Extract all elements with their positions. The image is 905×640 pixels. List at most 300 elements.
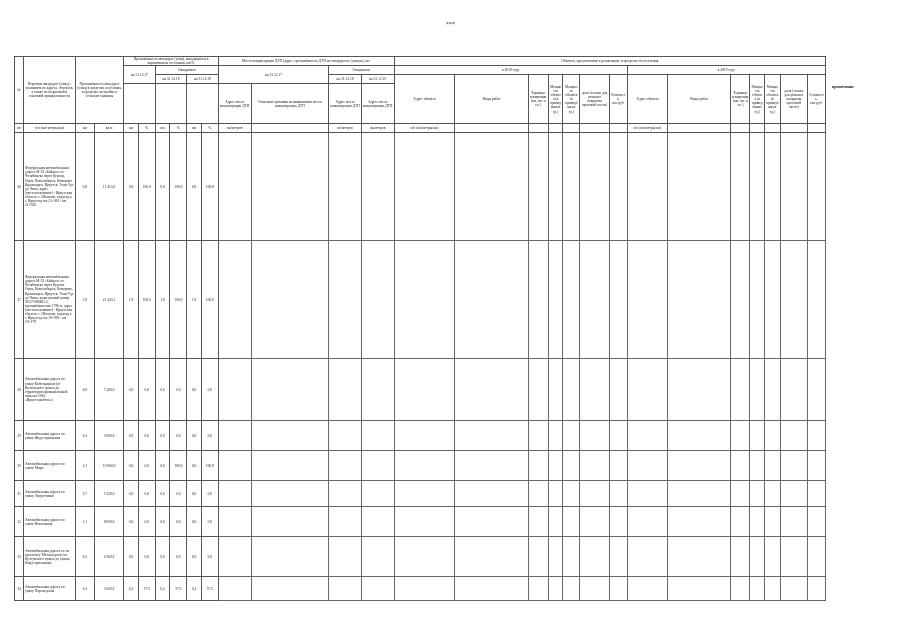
- cell-km: 1,8: [75, 241, 94, 359]
- dtp-addr-header: Адрес места концентрации ДТП: [218, 84, 251, 124]
- cell-n2-pct: 0,0: [170, 507, 187, 537]
- empty-cell: [528, 481, 548, 507]
- cell-km: 0,7: [75, 481, 94, 507]
- empty-cell: [218, 451, 251, 481]
- empty-cell: [580, 133, 609, 241]
- empty-cell: [563, 241, 580, 359]
- empty-cell: [528, 507, 548, 537]
- empty-cell: [329, 133, 362, 241]
- obj-cost-2019: Стоимость, тыс.руб.: [807, 75, 825, 124]
- cell-n1-pct: 57,5: [138, 577, 155, 601]
- empty-cell: [668, 359, 731, 421]
- empty-cell: [251, 421, 329, 451]
- empty-cell: [251, 359, 329, 421]
- obj-unit-2019: Единица измерения (км, шт. и т.п.): [731, 75, 750, 124]
- cell-n2-km: 1,8: [155, 241, 170, 359]
- cell-m2: 21 443,1: [94, 241, 123, 359]
- obj-share-2018: доля (только для ремонта покрытия проезжей части): [580, 75, 609, 124]
- cell-n1-km: 0,0: [124, 481, 139, 507]
- empty-cell: [580, 421, 609, 451]
- cell-n3-pct: 0,0: [201, 537, 218, 577]
- empty-cell: [394, 577, 455, 601]
- table-row: [15, 481, 826, 507]
- empty-cell: [731, 507, 750, 537]
- cell-no: 31: [15, 481, 24, 507]
- empty-cell: [548, 241, 563, 359]
- empty-cell: [668, 133, 731, 241]
- empty-cell: [807, 537, 825, 577]
- empty-cell: [750, 359, 765, 421]
- cell-n2-km: 0,0: [155, 421, 170, 451]
- empty-cell: [563, 507, 580, 537]
- cell-n1-pct: 0,0: [138, 507, 155, 537]
- unit-obj-addr: п/п (км/метры/км): [394, 124, 455, 133]
- cell-n1-pct: 100,0: [138, 133, 155, 241]
- cell-n3-km: 0,0: [187, 481, 202, 507]
- empty-cell: [455, 537, 528, 577]
- empty-cell: [668, 451, 731, 481]
- empty-cell: [807, 421, 825, 451]
- empty-cell: [455, 359, 528, 421]
- empty-cell: [807, 451, 825, 481]
- group-dtp-header: Места концентрации ДТП (адрес, протяжённость ДТП на автодорогах (улицах), шт.: [218, 57, 394, 66]
- empty-cell: [765, 577, 781, 601]
- empty-cell: [218, 537, 251, 577]
- roads-table: [14, 56, 826, 601]
- cell-n1-pct: 0,0: [138, 359, 155, 421]
- cell-n1-pct: 0,0: [138, 481, 155, 507]
- cell-n1-km: 0,8: [124, 133, 139, 241]
- empty-cell: [627, 577, 668, 601]
- norm-expected: Ожидаемое: [155, 66, 218, 75]
- empty-cell: [528, 241, 548, 359]
- unit-pct: %: [138, 124, 155, 133]
- empty-cell: [807, 507, 825, 537]
- obj-power-2019: Мощность объекта (в приведённых ед.): [750, 75, 765, 124]
- empty-cell: [627, 241, 668, 359]
- obj-cost-2018: Стоимость, тыс.руб.: [609, 75, 627, 124]
- empty-cell: [668, 577, 731, 601]
- empty-cell: [394, 359, 455, 421]
- note-column-header: примечание: [832, 84, 854, 89]
- table-row: [15, 421, 826, 451]
- empty-cell: [627, 481, 668, 507]
- empty-cell: [218, 577, 251, 601]
- cell-n3-km: 0,0: [187, 451, 202, 481]
- cell-n2-pct: 0,0: [170, 359, 187, 421]
- empty-cell: [361, 359, 394, 421]
- cell-m2: 4 560,0: [94, 537, 123, 577]
- empty-cell: [361, 451, 394, 481]
- empty-cell: [627, 451, 668, 481]
- cell-m2: 10 960,0: [94, 451, 123, 481]
- empty-cell: [765, 451, 781, 481]
- empty-cell: [580, 481, 609, 507]
- unit-no: п/п: [15, 124, 24, 133]
- empty-cell: [580, 241, 609, 359]
- empty-cell: [329, 481, 362, 507]
- empty-cell: [361, 421, 394, 451]
- col-no-header: №: [15, 57, 24, 124]
- empty-cell: [329, 537, 362, 577]
- empty-cell: [329, 451, 362, 481]
- norm-date-1: на 31.12.17: [124, 66, 156, 84]
- empty-cell: [528, 133, 548, 241]
- empty-cell: [731, 133, 750, 241]
- empty-cell: [563, 451, 580, 481]
- empty-cell: [780, 481, 807, 507]
- empty-cell: [780, 507, 807, 537]
- empty-cell: [548, 451, 563, 481]
- cell-n1-pct: 0,0: [138, 537, 155, 577]
- obj-works-2018: Виды работ: [455, 75, 528, 124]
- cell-n1-km: 0,0: [124, 537, 139, 577]
- cell-m2: 3 640,0: [94, 577, 123, 601]
- empty-cell: [807, 481, 825, 507]
- empty-cell: [731, 421, 750, 451]
- dtp-date-2: на 31.12.18: [329, 75, 362, 84]
- obj-works-2019: Виды работ: [668, 75, 731, 124]
- empty-cell: [609, 451, 627, 481]
- dtp-date-1: на 31.12.17: [218, 66, 328, 84]
- cell-n3-pct: 0,0: [201, 507, 218, 537]
- unit-dtp: пк/метров: [329, 124, 362, 133]
- cell-n2-km: 0,0: [155, 537, 170, 577]
- cell-n1-km: 0,2: [124, 577, 139, 601]
- cell-n2-pct: 0,0: [170, 537, 187, 577]
- cell-n2-km: 0,0: [155, 507, 170, 537]
- empty-cell: [580, 359, 609, 421]
- cell-n3-pct: 0,0: [201, 421, 218, 451]
- empty-cell: [780, 359, 807, 421]
- empty-cell: [218, 133, 251, 241]
- empty-cell: [455, 451, 528, 481]
- header-row-2: [15, 66, 826, 75]
- unit-name: п/п (км+метры/км): [24, 124, 76, 133]
- cell-name: Автомобильная дорога по улице Мира: [24, 451, 76, 481]
- dtp-addr3-header: Адрес места концентрации ДТП: [361, 84, 394, 124]
- empty-cell: [731, 451, 750, 481]
- cell-n1-km: 0,0: [124, 421, 139, 451]
- cell-no: 27: [15, 241, 24, 359]
- empty-cell: [765, 421, 781, 451]
- cell-no: 33: [15, 537, 24, 577]
- empty-cell: [361, 537, 394, 577]
- cell-name: Автомобильная дорога по улице Кабельщиков (от Култукского тракта до территории промышленной зоны на ОАО «Иркутсккабель»): [24, 359, 76, 421]
- unit-km: км: [124, 124, 139, 133]
- cell-n1-km: 0,0: [124, 507, 139, 537]
- cell-km: 1,1: [75, 507, 94, 537]
- empty-cell: [218, 241, 251, 359]
- empty-cell: [765, 507, 781, 537]
- empty-cell: [251, 451, 329, 481]
- empty-cell: [394, 241, 455, 359]
- empty-cell: [563, 133, 580, 241]
- table-row: [15, 577, 826, 601]
- dtp-date-3: на 31.12.19: [361, 75, 394, 84]
- cell-n3-pct: 100,0: [201, 451, 218, 481]
- empty-cell: [548, 577, 563, 601]
- cell-n2-pct: 0,0: [170, 421, 187, 451]
- cell-n2-km: 0,2: [155, 577, 170, 601]
- empty-cell: [329, 577, 362, 601]
- cell-n3-km: 0,0: [187, 359, 202, 421]
- norm-date-3: на 31.12.19: [187, 75, 219, 84]
- dtp-expected: Ожидаемое: [329, 66, 394, 75]
- empty-cell: [609, 481, 627, 507]
- cell-n3-pct: 57,5: [201, 577, 218, 601]
- cell-km: 0,4: [75, 577, 94, 601]
- empty-cell: [528, 451, 548, 481]
- empty-cell: [329, 241, 362, 359]
- obj-unit-2018: Единица измерения (км, шт. и т.п.): [528, 75, 548, 124]
- empty-cell: [731, 577, 750, 601]
- empty-cell: [609, 241, 627, 359]
- obj-power2-2018: Мощность объекта (в приведённых ед.): [563, 75, 580, 124]
- page-number: ***: [446, 22, 455, 28]
- empty-cell: [609, 133, 627, 241]
- empty-cell: [580, 507, 609, 537]
- empty-cell: [394, 421, 455, 451]
- empty-cell: [251, 133, 329, 241]
- empty-cell: [668, 481, 731, 507]
- cell-n2-km: 0,8: [155, 133, 170, 241]
- empty-cell: [548, 481, 563, 507]
- empty-cell: [668, 421, 731, 451]
- col-name-header: Перечень автодорог (улиц) с указанием их адреса, объектов, а также их вторичной и основной принадлежности: [24, 57, 76, 124]
- empty-cell: [251, 241, 329, 359]
- cell-name: Федеральная автомобильная дорога М-53 «Байкал»-от Челябинска через Курган, Омск, Новосибирск, Кемерово, Красноярск, Иркутск, Улан-Удэ до Читы, адрес (местоположение) - Иркутская область, г. Шелехов, подъезд к г. Иркутску км 21+363 - км 21+929: [24, 133, 76, 241]
- empty-cell: [528, 359, 548, 421]
- cell-n1-pct: 0,0: [138, 451, 155, 481]
- empty-cell: [361, 507, 394, 537]
- empty-cell: [563, 359, 580, 421]
- empty-cell: [627, 421, 668, 451]
- cell-no: 30: [15, 451, 24, 481]
- table-row: [15, 359, 826, 421]
- cell-n2-pct: 0,0: [170, 481, 187, 507]
- empty-cell: [780, 451, 807, 481]
- cell-n3-km: 0,8: [187, 133, 202, 241]
- col-total-header: Протяжённость автодорог (улиц) в пределах поселения, в пределах застройки и сельские границы: [75, 57, 123, 124]
- empty-cell: [668, 507, 731, 537]
- obj-2019-header: в 2019 году: [627, 66, 825, 75]
- cell-km: 0,9: [75, 359, 94, 421]
- obj-share-2019: доля (только для ремонта покрытия проезжей части): [780, 75, 807, 124]
- cell-m2: 8 050,0: [94, 507, 123, 537]
- cell-m2: 7 200,0: [94, 359, 123, 421]
- empty-cell: [765, 481, 781, 507]
- cell-name: Автомобильная дорога по улице Пароходская: [24, 577, 76, 601]
- empty-cell: [455, 421, 528, 451]
- empty-cell: [609, 421, 627, 451]
- empty-cell: [731, 241, 750, 359]
- empty-cell: [780, 241, 807, 359]
- empty-cell: [765, 537, 781, 577]
- unit-dtp: пк/метров: [361, 124, 394, 133]
- cell-name: Федеральная автомобильная дорога М-53 «Байкал»-от Челябинска через Курган, Омск, Новосибирск, Кемерово, Красноярск, Иркутск, Улан-Удэ до Читы, кадастровый номер 38:27:000401:2, протяжённостью 1786 м, адрес (местоположение) - Иркутская область, г. Шелехов, подъезд к г. Иркутску км 19+569 - км 19+179: [24, 241, 76, 359]
- empty-cell: [580, 537, 609, 577]
- unit-pct: %: [201, 124, 218, 133]
- obj-power-2018: Мощность объекта (в приведённых ед.): [548, 75, 563, 124]
- empty-cell: [361, 133, 394, 241]
- empty-cell: [329, 507, 362, 537]
- empty-cell: [609, 507, 627, 537]
- empty-cell: [750, 507, 765, 537]
- empty-cell: [548, 133, 563, 241]
- empty-cell: [731, 359, 750, 421]
- empty-cell: [455, 133, 528, 241]
- cell-n1-km: 0,0: [124, 359, 139, 421]
- empty-cell: [455, 241, 528, 359]
- empty-cell: [750, 421, 765, 451]
- unit-dtp: пк/метров: [218, 124, 251, 133]
- empty-cell: [750, 451, 765, 481]
- empty-cell: [780, 577, 807, 601]
- empty-cell: [361, 481, 394, 507]
- empty-cell: [668, 241, 731, 359]
- empty-cell: [528, 421, 548, 451]
- empty-cell: [394, 507, 455, 537]
- cell-m2: 3 000,0: [94, 421, 123, 451]
- table-body: [15, 133, 826, 601]
- empty-cell: [627, 133, 668, 241]
- empty-cell: [394, 451, 455, 481]
- table-row: [15, 451, 826, 481]
- empty-cell: [609, 359, 627, 421]
- obj-addr-2019: Адрес объекта: [627, 75, 668, 124]
- cell-no: 28: [15, 359, 24, 421]
- cell-km: 0,4: [75, 421, 94, 451]
- empty-cell: [563, 481, 580, 507]
- empty-cell: [807, 577, 825, 601]
- empty-cell: [218, 507, 251, 537]
- cell-n3-km: 0,0: [187, 507, 202, 537]
- empty-cell: [548, 359, 563, 421]
- empty-cell: [765, 241, 781, 359]
- empty-cell: [251, 481, 329, 507]
- cell-m2: 5 320,0: [94, 481, 123, 507]
- empty-cell: [251, 507, 329, 537]
- empty-cell: [765, 133, 781, 241]
- unit-pct: %: [170, 124, 187, 133]
- header-row-1: [15, 57, 826, 66]
- empty-cell: [668, 537, 731, 577]
- empty-cell: [731, 481, 750, 507]
- cell-n3-km: 0,2: [187, 577, 202, 601]
- unit-obj-addr: п/п (км/метры/км): [627, 124, 668, 133]
- empty-cell: [609, 577, 627, 601]
- empty-cell: [750, 577, 765, 601]
- cell-name: Автомобильная дорога по улице Энергетиков: [24, 481, 76, 507]
- empty-cell: [548, 537, 563, 577]
- empty-cell: [627, 537, 668, 577]
- empty-cell: [807, 241, 825, 359]
- cell-no: 29: [15, 421, 24, 451]
- cell-name: Автомобильная дорога по улице Индустриальная: [24, 421, 76, 451]
- cell-no: 32: [15, 507, 24, 537]
- cell-n2-pct: 57,5: [170, 577, 187, 601]
- cell-n3-km: 0,0: [187, 537, 202, 577]
- cell-n3-pct: 0,0: [201, 481, 218, 507]
- empty-cell: [251, 577, 329, 601]
- empty-cell: [218, 481, 251, 507]
- cell-n2-km: 0,0: [155, 481, 170, 507]
- empty-cell: [329, 359, 362, 421]
- empty-cell: [548, 507, 563, 537]
- empty-cell: [361, 241, 394, 359]
- table-row: [15, 133, 826, 241]
- table-row: [15, 241, 826, 359]
- cell-m2: 11 413,0: [94, 133, 123, 241]
- empty-cell: [780, 537, 807, 577]
- unit-km: км: [187, 124, 202, 133]
- empty-cell: [455, 577, 528, 601]
- cell-n2-km: 0,0: [155, 451, 170, 481]
- empty-cell: [548, 421, 563, 451]
- empty-cell: [807, 133, 825, 241]
- empty-cell: [580, 451, 609, 481]
- empty-cell: [455, 481, 528, 507]
- cell-name: Автомобильная дорога по по проспекту Металлургов (от Култукского тракта до улицы Индустриальная): [24, 537, 76, 577]
- empty-cell: [731, 537, 750, 577]
- empty-cell: [750, 537, 765, 577]
- empty-cell: [329, 421, 362, 451]
- unit-km: км: [155, 124, 170, 133]
- cell-n3-pct: 0,0: [201, 359, 218, 421]
- empty-cell: [563, 421, 580, 451]
- obj-power2-2019: Мощность объекта (в приведённых ед.): [765, 75, 781, 124]
- cell-n3-pct: 100,0: [201, 133, 218, 241]
- table-row: [15, 507, 826, 537]
- group-obj-header: Объекты, предлагаемые к реализации, в пределах её поселения: [394, 57, 825, 66]
- cell-n2-pct: 100,0: [170, 241, 187, 359]
- units-row: [15, 124, 826, 133]
- unit-total-m2: кв.м: [94, 124, 123, 133]
- cell-n3-km: 0,0: [187, 421, 202, 451]
- cell-n1-km: 1,8: [124, 241, 139, 359]
- empty-cell: [218, 421, 251, 451]
- cell-n2-km: 0,0: [155, 359, 170, 421]
- empty-cell: [394, 133, 455, 241]
- table-row: [15, 537, 826, 577]
- empty-cell: [750, 133, 765, 241]
- empty-cell: [528, 577, 548, 601]
- empty-cell: [627, 359, 668, 421]
- empty-cell: [563, 577, 580, 601]
- empty-cell: [455, 507, 528, 537]
- cell-no: 34: [15, 577, 24, 601]
- group-norm-header: Протяжённость автодорог (улиц), находящихся в нормативном состоянии, км/%: [124, 57, 219, 66]
- cell-n2-pct: 100,0: [170, 133, 187, 241]
- cell-name: Автомобильная дорога по улице Вокзальная: [24, 507, 76, 537]
- empty-cell: [750, 481, 765, 507]
- empty-cell: [394, 481, 455, 507]
- dtp-desc-header: Описание причины возникновения места концентрации ДТП: [251, 84, 329, 124]
- cell-n1-pct: 100,0: [138, 241, 155, 359]
- obj-2018-header: в 2018 году: [394, 66, 627, 75]
- empty-cell: [580, 577, 609, 601]
- obj-addr-2018: Адрес объекта: [394, 75, 455, 124]
- norm-date-2: на 31.12.18: [155, 75, 187, 84]
- empty-cell: [780, 421, 807, 451]
- empty-cell: [780, 133, 807, 241]
- empty-cell: [563, 537, 580, 577]
- empty-cell: [627, 507, 668, 537]
- empty-cell: [361, 577, 394, 601]
- cell-no: 26: [15, 133, 24, 241]
- cell-n1-pct: 0,0: [138, 421, 155, 451]
